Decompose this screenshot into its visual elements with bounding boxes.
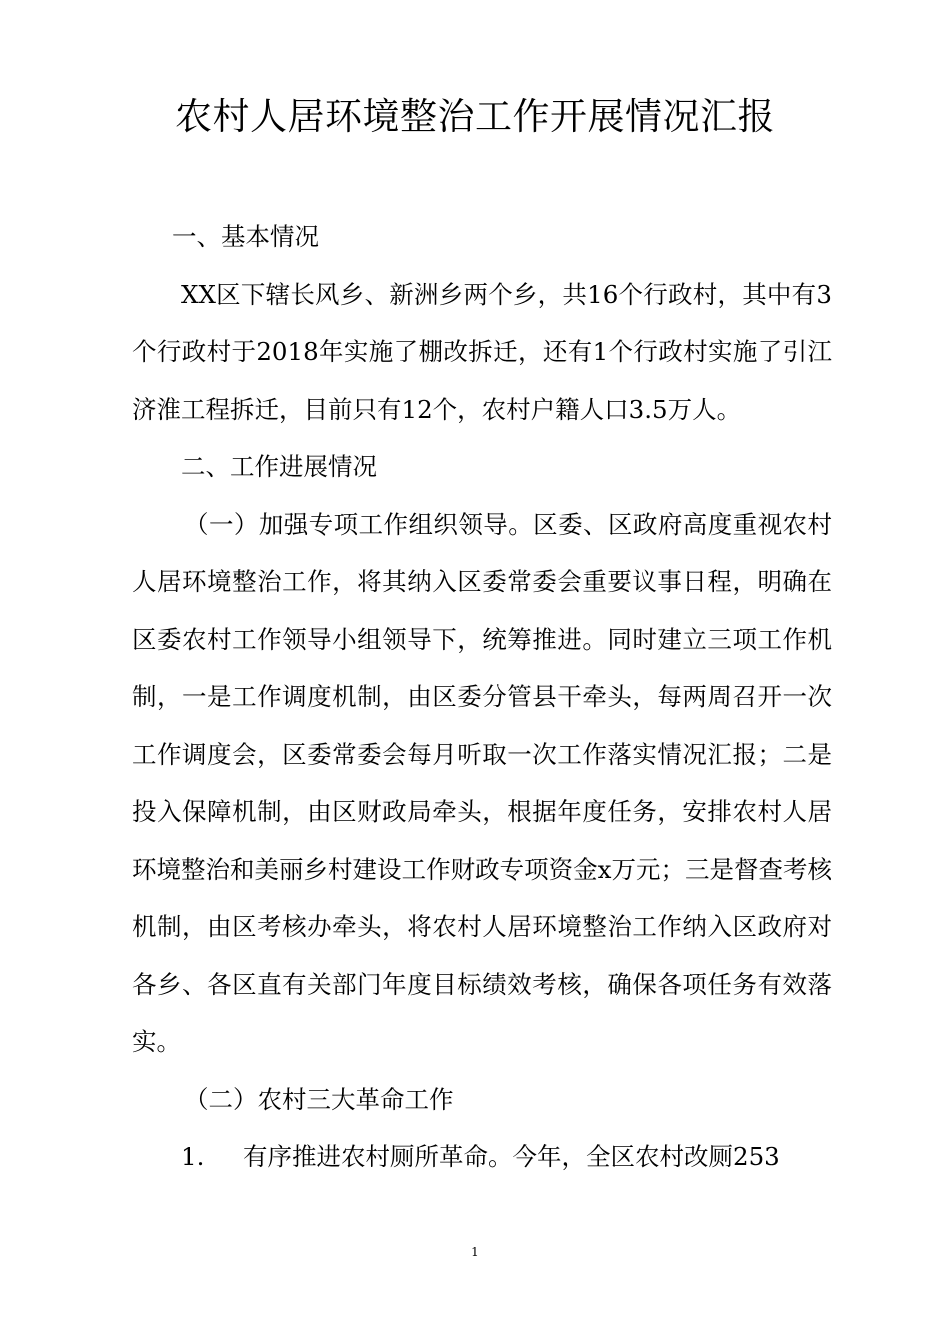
document-body [132,208,832,1186]
paragraph-basic-situation: XX区下辖长风乡、新洲乡两个乡，共16个行政村，其中有3个行政村于2018年实施了棚改拆迁，还有1个行政村实施了引江济淮工程拆迁，目前只有12个，农村户籍人口3.5万人。 [132,279,832,424]
paragraph-organization: （一）加强专项工作组织领导。区委、区政府高度重视农村人居环境整治工作，将其纳入区委常委会重要议事日程，明确在区委农村工作领导小组领导下，统筹推进。同时建立三项工作机制，一是工作调度机制，由区委分管县干牵头，每两周召开一次工作调度会，区委常委会每月听取一次工作落实情况汇报；二是投入保障机制，由区财政局牵头，根据年度任务，安排农村人居环境整治和美丽乡村建设工作财政专项资金x万元；三是督查考核机制，由区考核办牵头，将农村人居环境整治工作纳入区政府对各乡、各区直有关部门年度目标绩效考核，确保各项任务有效落实。 [132,509,832,1056]
subsection-heading-three-revolutions: （二）农村三大革命工作 [184,1084,454,1114]
list-item-number: 1. [181,1142,205,1171]
section-heading-basic: 一、基本情况 [172,222,319,251]
document-title: 农村人居环境整治工作开展情况汇报 [175,95,775,138]
list-item-toilet-revolution [132,1128,832,1186]
list-item-text: 有序推进农村厕所革命。今年，全区农村改厕253 [243,1142,780,1171]
page-number: 1 [471,1245,479,1259]
section-heading-progress: 二、工作进展情况 [181,452,377,481]
